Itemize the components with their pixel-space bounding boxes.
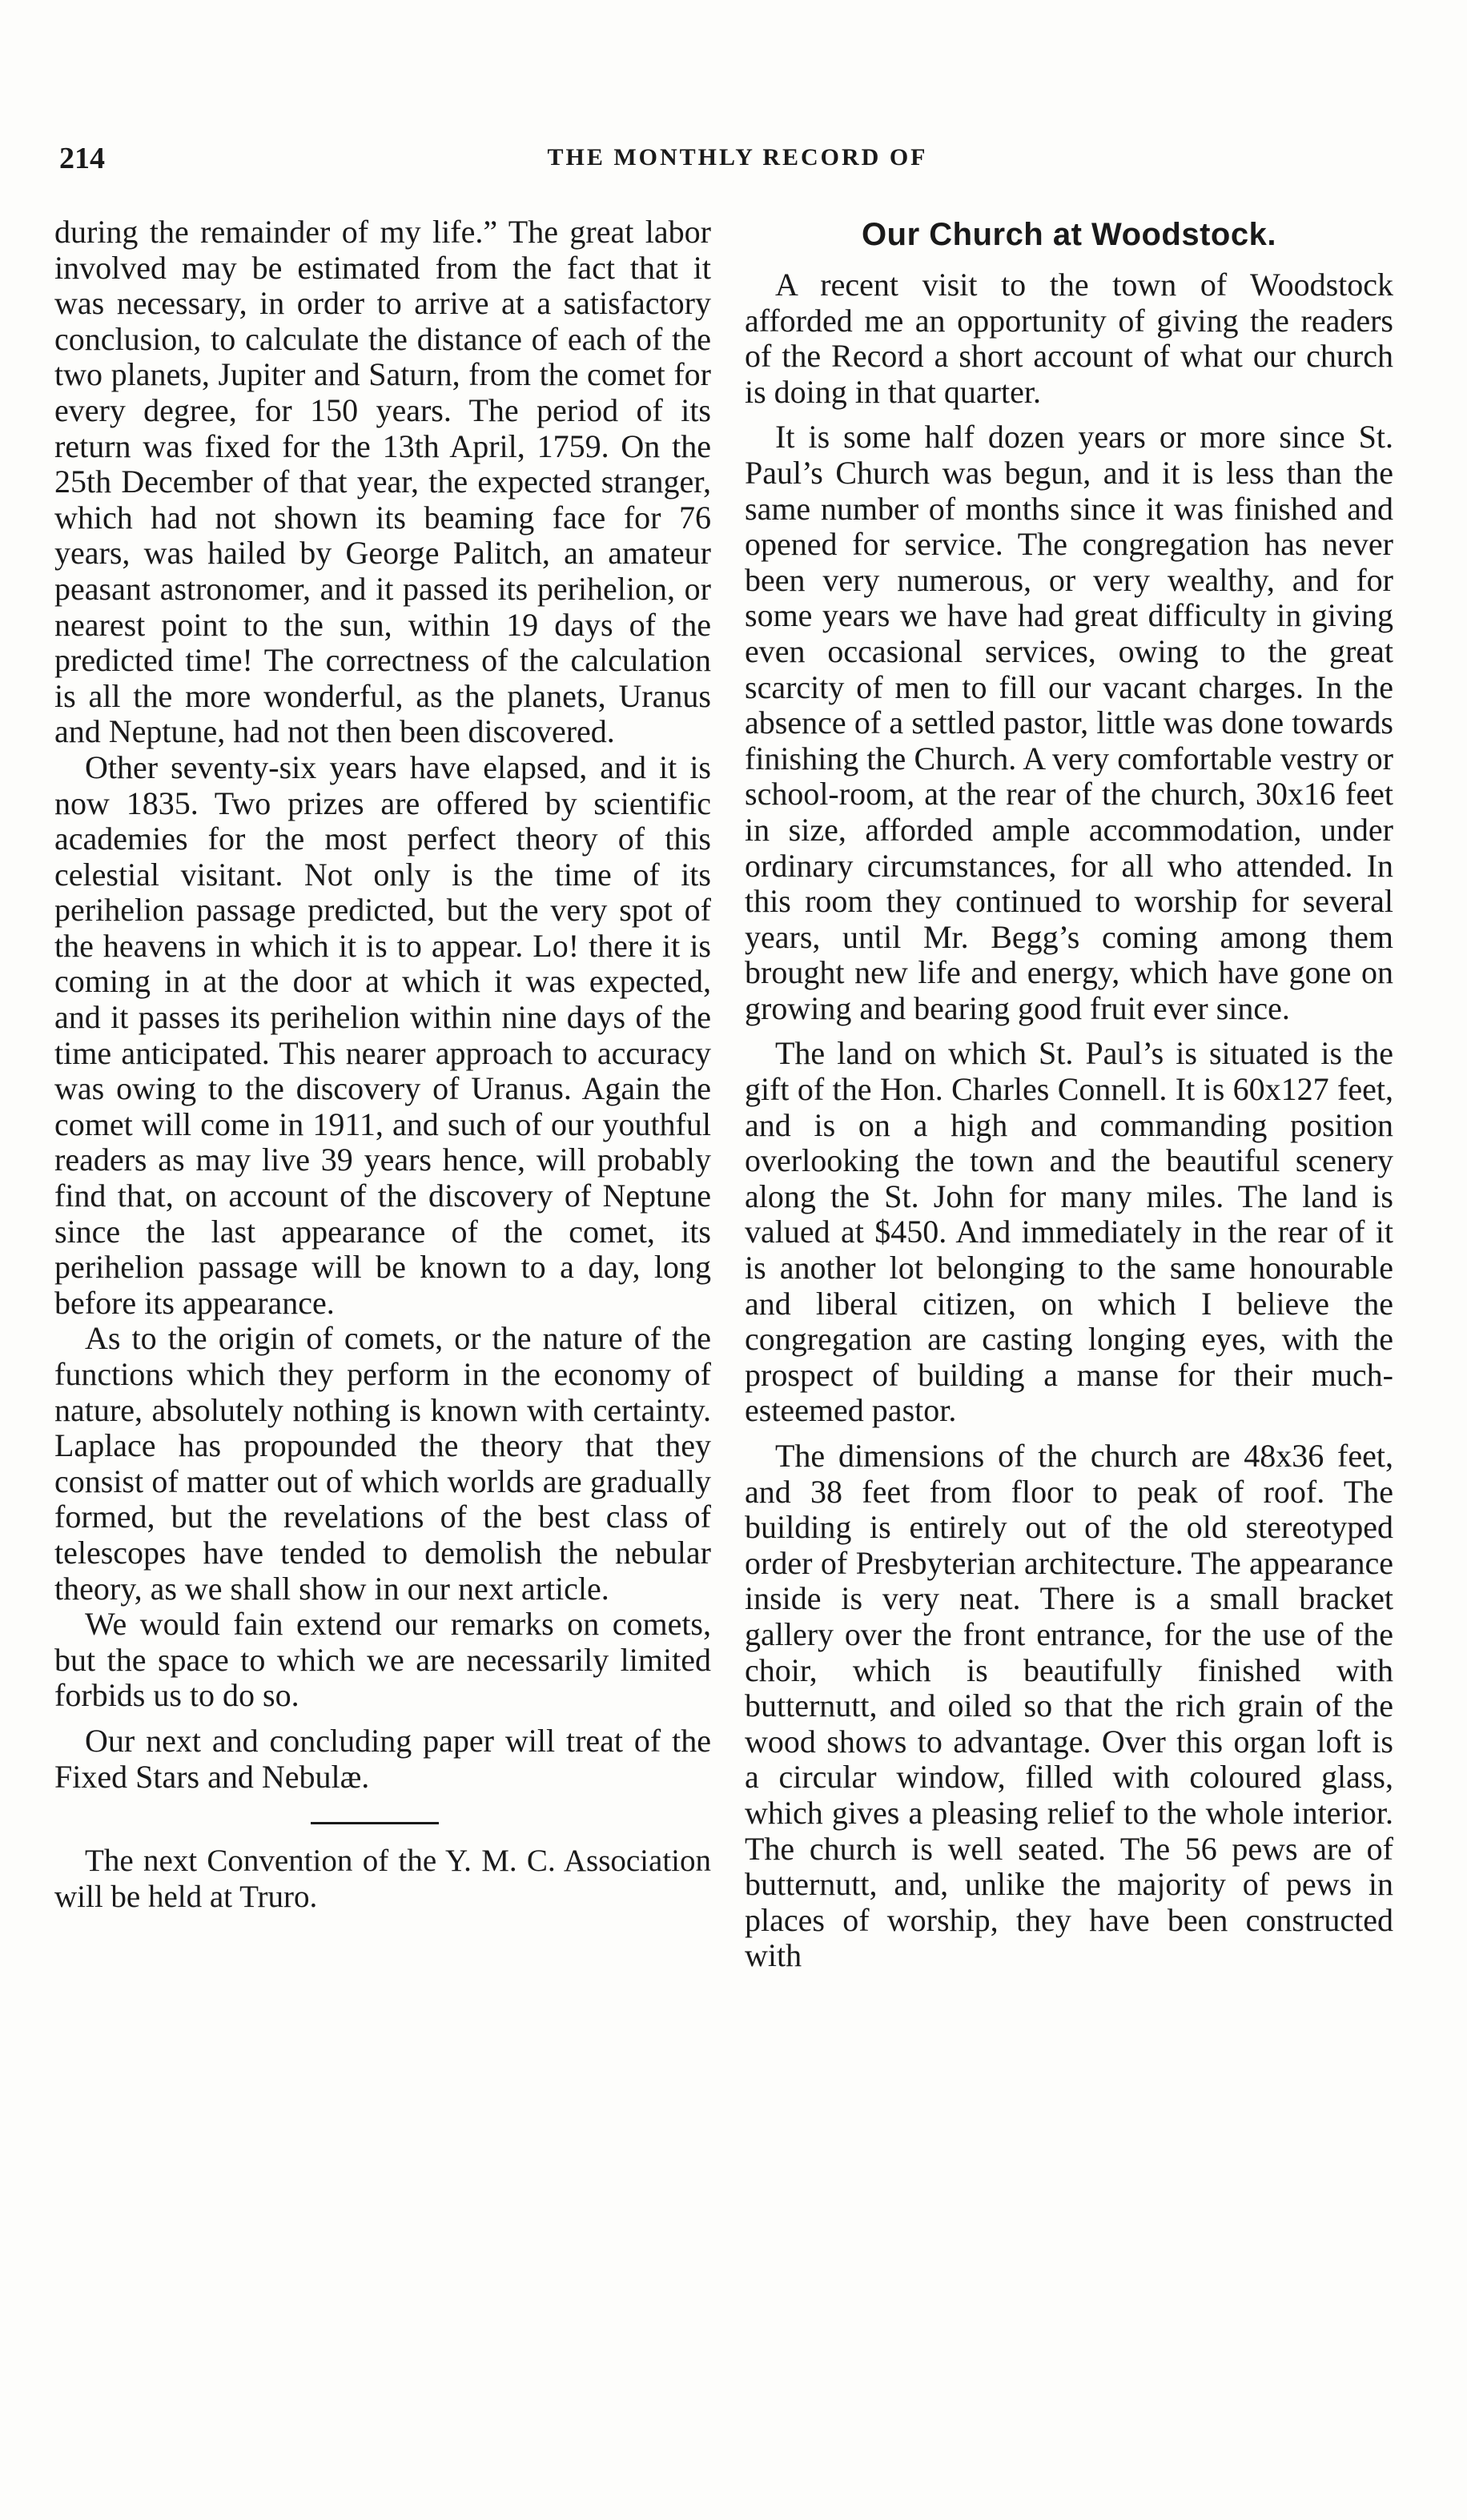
paragraph: It is some half dozen years or more since St. Paul’s Church was begun, and it is less than the same number of months since it was finished and opened for service. The congregation has never been very numerous, or very wealthy, and for some years we have had great difficulty in giving even occasional services, owing to the great scarcity of men to fill our vacant charges. In the absence of a settled pastor, little was done towards finishing the Church. A very comfortable vestry or school-room, at the rear of the church, 30x16 feet in size, afforded ample accommodation, under ordinary circumstances, for all who attended. In this room they continued to worship for several years, until Mr. Begg’s coming among them brought new life and energy, which have gone on growing and bearing good fruit ever since.: [745, 419, 1393, 1026]
paragraph: The land on which St. Paul’s is situated is the gift of the Hon. Charles Connell. It is 60x127 feet, and is on a high and commanding position overlooking the town and the beautiful scenery along the St. John for many miles. The land is valued at $450. And immediately in the rear of it is another lot belonging to the same honourable and liberal citizen, on which I believe the congregation are casting longing eyes, with the prospect of building a manse for their much-esteemed pastor.: [745, 1035, 1393, 1429]
paragraph: during the remainder of my life.” The great labor involved may be estimated from the fact that it was necessary, in order to arrive at a satisfactory conclusion, to calculate the distance of each of the two planets, Jupiter and Saturn, from the comet for every degree, for 150 years. The period of its return was fixed for the 13th April, 1759. On the 25th December of that year, the expected stranger, which had not shown its beaming face for 76 years, was hailed by George Palitch, an amateur peasant astronomer, and it passed its perihelion, or nearest point to the sun, within 19 days of the predicted time! The correctness of the calculation is all the more wonderful, as the planets, Uranus and Neptune, had not then been discovered.: [54, 215, 711, 750]
paragraph: A recent visit to the town of Woodstock afforded me an opportunity of giving the readers of the Record a short account of what our church is doing in that quarter.: [745, 267, 1393, 410]
paragraph: As to the origin of comets, or the nature of the functions which they perform in the economy of nature, absolutely nothing is known with certainty. Laplace has propounded the theory that they consist of matter out of which worlds are gradually formed, but the revelations of the best class of telescopes have tended to demolish the nebular theory, as we shall show in our next article.: [54, 1320, 711, 1607]
convention-notice: [54, 1844, 711, 1915]
paragraph: Our next and concluding paper will treat of the Fixed Stars and Nebulæ.: [54, 1722, 711, 1795]
paragraph: We would fain extend our remarks on comets, but the space to which we are necessarily limited forbids us to do so.: [54, 1606, 711, 1714]
section-divider: [311, 1822, 439, 1824]
left-column: [54, 215, 711, 2440]
page-number: 214: [59, 142, 105, 175]
article-title: Our Church at Woodstock.: [862, 217, 1276, 252]
paragraph: Other seventy-six years have elapsed, and it is now 1835. Two prizes are offered by scientific academies for the most perfect theory of this celestial visitant. Not only is the time of its perihelion passage predicted, but the very spot of the heavens in which it is to appear. Lo! there it is coming in at the door at which it was expected, and it passes its perihelion within nine days of the time anticipated. This nearer approach to accuracy was owing to the discovery of Uranus. Again the comet will come in 1911, and such of our youthful readers as may live 39 years hence, will probably find that, on account of the discovery of Neptune since the last appearance of the comet, its perihelion passage will be known to a day, long before its appearance.: [54, 748, 711, 1321]
page-header: [59, 141, 1416, 186]
right-column: [745, 215, 1393, 2440]
running-head: THE MONTHLY RECORD OF: [547, 144, 928, 171]
notice-text: The next Convention of the Y. M. C. Association will be held at Truro.: [54, 1844, 711, 1914]
paragraph: The dimensions of the church are 48x36 feet, and 38 feet from floor to peak of roof. The building is entirely out of the old stereotyped order of Presbyterian architecture. The appearance inside is very neat. There is a small bracket gallery over the front entrance, for the use of the choir, which is beautifully finished with butternutt, and oiled so that the rich grain of the wood shows to advantage. Over this organ loft is a circular window, filled with coloured glass, which gives a pleasing relief to the whole interior. The church is well seated. The 56 pews are of butternutt, and, unlike the majority of pews in places of worship, they have been constructed with: [745, 1438, 1393, 1974]
